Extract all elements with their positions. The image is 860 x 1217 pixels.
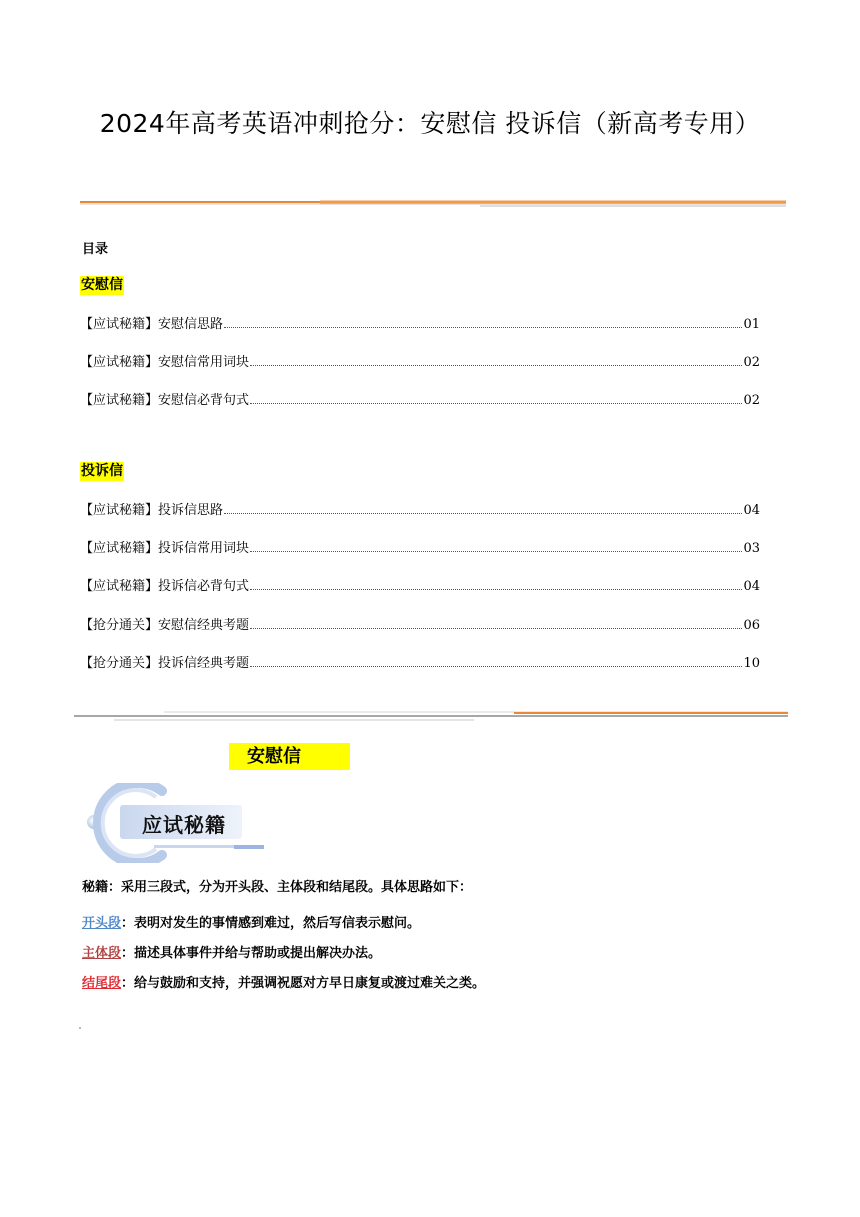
toc-leader-dots bbox=[250, 550, 742, 552]
paragraph-lead: 主体段 bbox=[82, 946, 122, 961]
toc-entry-page: 01 bbox=[743, 317, 760, 332]
toc-leader-dots bbox=[250, 364, 742, 366]
toc-leader-dots bbox=[250, 665, 742, 667]
toc-entry[interactable] bbox=[80, 352, 760, 370]
toc-entry-page: 10 bbox=[743, 656, 760, 671]
paragraph-body bbox=[82, 942, 381, 961]
section-divider bbox=[74, 708, 788, 722]
toc-entry[interactable] bbox=[80, 653, 760, 671]
document-title: 2024年高考英语冲刺抢分：安慰信 投诉信（新高考专用） bbox=[99, 109, 761, 138]
toc-entry-text: 【应试秘籍】投诉信常用词块 bbox=[80, 541, 250, 556]
paragraph-closing bbox=[82, 972, 485, 991]
toc-section-label-complaint: 投诉信 bbox=[81, 463, 123, 479]
paragraph-opening bbox=[82, 912, 420, 931]
toc-entry-text: 【应试秘籍】投诉信必背句式 bbox=[80, 579, 250, 594]
toc-entry-text: 【应试秘籍】安慰信常用词块 bbox=[80, 355, 250, 370]
intro-text: 秘籍：采用三段式，分为开头段、主体段和结尾段。具体思路如下： bbox=[82, 880, 473, 895]
toc-entry[interactable] bbox=[80, 500, 760, 518]
toc-entry-text: 【应试秘籍】安慰信思路 bbox=[80, 317, 224, 332]
toc-entry-page: 02 bbox=[743, 355, 760, 370]
toc-leader-dots bbox=[250, 627, 742, 629]
paragraph-lead: 开头段 bbox=[82, 916, 122, 931]
section-banner: 安慰信 bbox=[229, 743, 350, 770]
tips-logo-label: 应试秘籍 bbox=[142, 813, 226, 837]
toc-leader-dots bbox=[250, 588, 742, 590]
toc-entry[interactable] bbox=[80, 538, 760, 556]
toc-entry-text: 【抢分通关】投诉信经典考题 bbox=[80, 656, 250, 671]
toc-entry-text: 【抢分通关】安慰信经典考题 bbox=[80, 618, 250, 633]
paragraph-text: 给与鼓励和支持，并强调祝愿对方早日康复或渡过难关之类。 bbox=[134, 976, 486, 991]
paragraph-text: 表明对发生的事情感到难过，然后写信表示慰问。 bbox=[134, 916, 421, 931]
toc-entry[interactable] bbox=[80, 314, 760, 332]
toc-entry[interactable] bbox=[80, 615, 760, 633]
page-speck bbox=[79, 1027, 81, 1029]
toc-entry-text: 【应试秘籍】投诉信思路 bbox=[80, 503, 224, 518]
toc-entry-page: 06 bbox=[743, 618, 760, 633]
header-divider bbox=[80, 198, 786, 208]
toc-entry-page: 03 bbox=[743, 541, 760, 556]
toc-entry-text: 【应试秘籍】安慰信必背句式 bbox=[80, 393, 250, 408]
toc-section-label-comfort: 安慰信 bbox=[81, 277, 123, 293]
toc-entry-page: 02 bbox=[743, 393, 760, 408]
paragraph-sep: ： bbox=[121, 976, 135, 991]
toc-entry-page: 04 bbox=[743, 579, 760, 594]
toc-leader-dots bbox=[250, 402, 742, 404]
toc-heading: 目录 bbox=[82, 242, 109, 257]
paragraph-sep: ： bbox=[121, 916, 135, 931]
toc-entry[interactable] bbox=[80, 390, 760, 408]
toc-entry-page: 04 bbox=[743, 503, 760, 518]
paragraph-sep: ： bbox=[121, 946, 135, 961]
toc-leader-dots bbox=[224, 512, 742, 514]
paragraph-lead: 结尾段 bbox=[82, 976, 122, 991]
paragraph-text: 描述具体事件并给与帮助或提出解决办法。 bbox=[134, 946, 382, 961]
toc-leader-dots bbox=[224, 326, 742, 328]
toc-entry[interactable] bbox=[80, 576, 760, 594]
